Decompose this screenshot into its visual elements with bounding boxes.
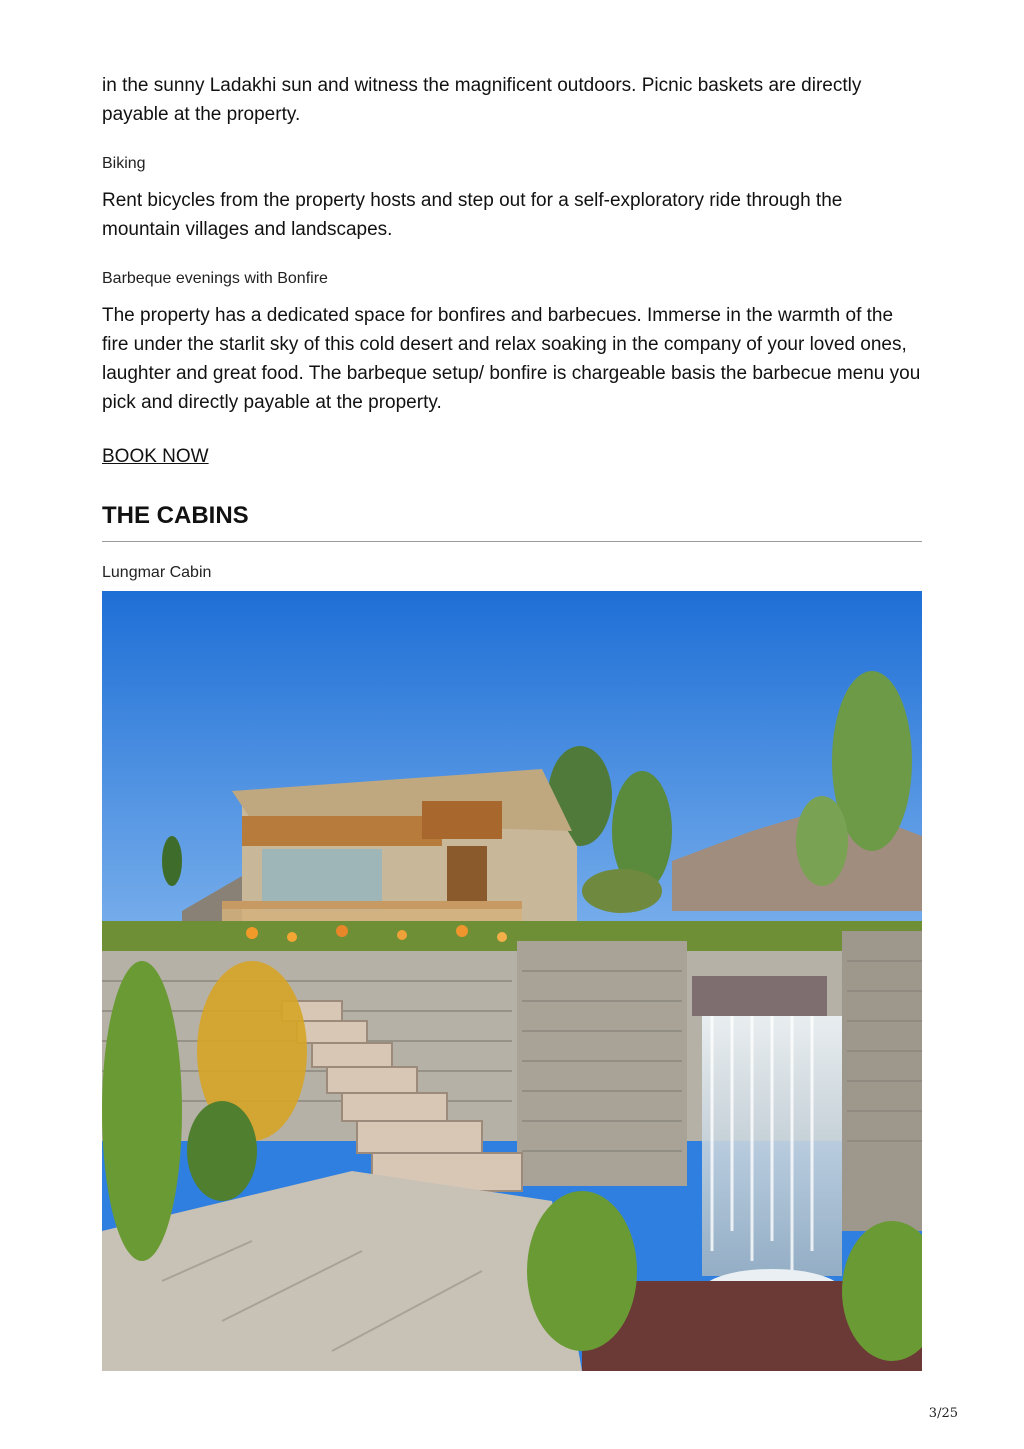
waterfall xyxy=(692,976,842,1313)
bbq-heading: Barbeque evenings with Bonfire xyxy=(102,270,328,287)
article-content xyxy=(102,70,922,583)
bbq-paragraph: The property has a dedicated space for bonfires and barbecues. Immerse in the warmth of the fire under the starlit sky of this cold desert and relax soaking in the company of your loved ones, laughter and great food. The barbeque setup/ bonfire is chargeable basis the barbecue menu you pick and directly payable at the property. xyxy=(102,305,921,413)
cabin-building xyxy=(222,769,577,927)
cabin-name-caption: Lungmar Cabin xyxy=(102,564,212,581)
intro-paragraph: in the sunny Ladakhi sun and witness the magnificent outdoors. Picnic baskets are directly payable at the property. xyxy=(102,75,862,125)
page-number: 3/25 xyxy=(928,1406,958,1421)
biking-paragraph: Rent bicycles from the property hosts and step out for a self-exploratory ride through the mountain villages and landscapes. xyxy=(102,190,843,240)
cabins-section-title: THE CABINS xyxy=(102,500,922,542)
cabin-photo xyxy=(102,591,922,1371)
biking-heading: Biking xyxy=(102,155,146,172)
book-now-link[interactable]: BOOK NOW xyxy=(102,446,209,467)
